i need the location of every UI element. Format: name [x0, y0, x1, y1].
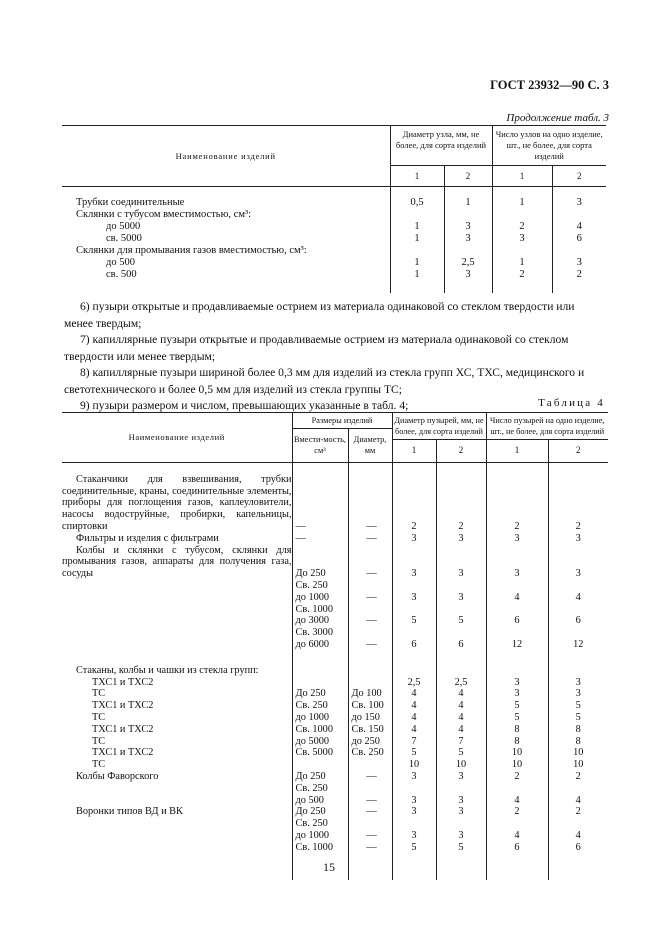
- t3-row-value: 1: [390, 269, 444, 281]
- t4-row-value: 5: [436, 747, 486, 759]
- t3-col-name: Наименование изделий: [62, 126, 390, 187]
- t4-row-value: 12: [548, 639, 608, 651]
- t3-row-value: 3: [492, 233, 552, 245]
- t4-row-name: Стаканы, колбы и чашки из стекла групп:: [76, 664, 259, 676]
- t4-row-value: [548, 604, 608, 616]
- t4-row-value: 3: [436, 830, 486, 842]
- t4-row-value: 6: [548, 842, 608, 854]
- t4-row-name: Стаканчики для взвешивания, трубки соединительные, краны, соединительные элементы, приборы для поглощения газов, каплеуловители, насосы водоструйные, пробирки, капельницы, спиртовки: [62, 473, 292, 532]
- t4-row-value: 3: [486, 677, 548, 689]
- t4-row-capacity: Св. 250: [292, 580, 348, 592]
- t3-row: [62, 269, 606, 281]
- t4-row-value: 4: [436, 712, 486, 724]
- t3-row: [62, 221, 606, 233]
- t4-row-diameter: Св. 250: [348, 747, 392, 759]
- t4-row-value: 4: [392, 688, 436, 700]
- t4-row-value: 4: [436, 700, 486, 712]
- paragraph-8: 8) капиллярные пузыри шириной более 0,3 мм для изделий из стекла групп ХС, ТХС, медицинского и светотехнического и более 0,5 мм для изделий из стекла группы ТС;: [64, 366, 585, 396]
- t4-row-value: 2: [548, 771, 608, 783]
- t4-row-name: [62, 795, 292, 807]
- t4-row-value: 3: [436, 592, 486, 604]
- t4-row-name: ТС: [92, 688, 106, 700]
- t4-row-name: ТС: [92, 759, 106, 771]
- t4-row-value: 3: [486, 688, 548, 700]
- t3-row-value: [492, 209, 552, 221]
- t4-row: [62, 651, 608, 677]
- t4-row-value: [436, 783, 486, 795]
- t4-row-value: [436, 580, 486, 592]
- t4-row: [62, 724, 608, 736]
- t4-row-value: 4: [548, 830, 608, 842]
- t3-row-name: Трубки соединительные: [76, 197, 185, 208]
- t4-row: [62, 700, 608, 712]
- t4-row-value: [548, 818, 608, 830]
- t3-col-group2: Число узлов на одно изделие, шт., не более, для сорта изделий: [492, 126, 606, 166]
- t4-row-diameter: —: [348, 474, 392, 533]
- t4-row-name: [62, 627, 292, 639]
- t4-sub-1: 1: [392, 440, 436, 463]
- t4-sub-2: 2: [436, 440, 486, 463]
- t4-col-group1: Диаметр пузырей, мм, не более, для сорта изделий: [392, 413, 486, 440]
- t4-row-value: 6: [436, 639, 486, 651]
- t4-row-name: [62, 842, 292, 854]
- t4-row-diameter: До 100: [348, 688, 392, 700]
- table-4-label: Таблица 4: [538, 397, 605, 409]
- t4-row-value: [436, 604, 486, 616]
- t4-row-value: 10: [548, 759, 608, 771]
- t4-row-value: 6: [392, 639, 436, 651]
- t3-row: [62, 209, 606, 221]
- t4-row-capacity: —: [292, 474, 348, 533]
- t4-row: [62, 604, 608, 616]
- t3-row-value: 1: [492, 257, 552, 269]
- t4-row-name: ТС: [92, 711, 106, 723]
- t4-row-value: 3: [392, 795, 436, 807]
- t4-row-capacity: До 250: [292, 545, 348, 580]
- t4-row-diameter: —: [348, 533, 392, 545]
- t4-row-value: [548, 580, 608, 592]
- t4-row-value: 5: [548, 700, 608, 712]
- t4-row-value: [486, 627, 548, 639]
- t4-row-value: 4: [486, 592, 548, 604]
- t4-row-value: 4: [436, 688, 486, 700]
- t4-row-value: 8: [548, 736, 608, 748]
- paragraphs: [64, 299, 604, 415]
- t3-row-value: 4: [552, 221, 606, 233]
- t4-row: [62, 736, 608, 748]
- t4-row-value: 4: [392, 712, 436, 724]
- t4-row-capacity: До 250: [292, 771, 348, 783]
- t4-row-value: 4: [486, 795, 548, 807]
- t4-row-value: 2: [486, 806, 548, 818]
- t4-row-capacity: До 250: [292, 806, 348, 818]
- t4-row-value: 5: [392, 615, 436, 627]
- t3-row-value: 2: [492, 269, 552, 281]
- t3-row-name: Склянки для промывания газов вместимостью, см³:: [76, 245, 307, 256]
- t4-row-value: 7: [392, 736, 436, 748]
- t4-row: [62, 842, 608, 854]
- page-number: 15: [323, 860, 335, 874]
- t4-row-value: 2: [548, 474, 608, 533]
- t4-row-capacity: До 250: [292, 688, 348, 700]
- t4-row-value: 5: [392, 747, 436, 759]
- t4-row-name: [62, 639, 292, 651]
- t4-col-group2: Число пузырей на одно изделие, шт., не более, для сорта изделий: [486, 413, 608, 440]
- t4-row-value: 4: [548, 592, 608, 604]
- t4-row: [62, 533, 608, 545]
- t4-row: [62, 771, 608, 783]
- t3-row-value: [444, 209, 492, 221]
- t4-col-capacity: Вмести-мость, см³: [292, 429, 348, 463]
- t4-row-capacity: Св. 250: [292, 818, 348, 830]
- t4-row-value: 3: [392, 533, 436, 545]
- t3-col-group1: Диаметр узла, мм, не более, для сорта изделий: [390, 126, 492, 166]
- t3-row-value: [444, 245, 492, 257]
- t4-row-name: ТХС1 и ТХС2: [92, 700, 154, 712]
- t3-row-value: 1: [390, 221, 444, 233]
- t4-row-capacity: Св. 1000: [292, 842, 348, 854]
- t4-row-value: 3: [436, 795, 486, 807]
- t3-row-value: 3: [552, 257, 606, 269]
- paragraph-7: 7) капиллярные пузыри открытые и продавливаемые острием из материала одинаковой со стеклом твердости или менее твердым;: [64, 333, 569, 363]
- t4-row-name: [62, 783, 292, 795]
- t4-row-value: 8: [486, 724, 548, 736]
- t4-row-capacity: до 1000: [292, 830, 348, 842]
- t4-row-value: 8: [548, 724, 608, 736]
- t3-row-value: 2: [552, 269, 606, 281]
- t4-row-value: [392, 783, 436, 795]
- t4-row-capacity: Св. 1000: [292, 604, 348, 616]
- t4-row-value: [392, 604, 436, 616]
- t4-row-value: [392, 580, 436, 592]
- t4-row-diameter: —: [348, 545, 392, 580]
- paragraph-6: 6) пузыри открытые и продавливаемые острием из материала одинаковой со стеклом твердости или менее твердым;: [64, 300, 575, 330]
- t4-row-capacity: Св. 5000: [292, 747, 348, 759]
- t4-row-value: [486, 783, 548, 795]
- t4-row-value: [392, 651, 436, 677]
- t4-row: [62, 592, 608, 604]
- t4-row-diameter: —: [348, 639, 392, 651]
- t3-row-name: св. 5000: [106, 233, 142, 244]
- t4-row-value: 2: [486, 474, 548, 533]
- t4-row-value: [436, 627, 486, 639]
- t4-row-value: 3: [486, 545, 548, 580]
- t4-row-value: 5: [548, 712, 608, 724]
- t4-row-value: 7: [436, 736, 486, 748]
- t4-row-value: 4: [392, 724, 436, 736]
- t4-row: [62, 759, 608, 771]
- t3-row-name: до 500: [106, 257, 135, 268]
- t4-row-capacity: Св. 1000: [292, 724, 348, 736]
- t4-row-value: 3: [436, 806, 486, 818]
- t4-row-diameter: до 150: [348, 712, 392, 724]
- t4-row-diameter: —: [348, 771, 392, 783]
- t4-row-value: 2: [486, 771, 548, 783]
- t4-row-value: [548, 627, 608, 639]
- t4-row: [62, 818, 608, 830]
- t4-row: [62, 747, 608, 759]
- t4-row-value: 3: [392, 806, 436, 818]
- t4-row-value: 3: [486, 533, 548, 545]
- t4-row-value: 6: [548, 615, 608, 627]
- t4-row-value: 4: [548, 795, 608, 807]
- paragraph-9: 9) пузыри размером и числом, превышающих указанные в табл. 4;: [80, 399, 409, 412]
- t4-row: [62, 545, 608, 580]
- t4-row-name: ТС: [92, 735, 106, 747]
- t4-row-diameter: —: [348, 615, 392, 627]
- t3-row: [62, 257, 606, 269]
- t3-row-value: 1: [444, 197, 492, 209]
- t3-row-value: 1: [492, 197, 552, 209]
- t4-row-capacity: до 1000: [292, 712, 348, 724]
- t4-row-name: [62, 580, 292, 592]
- t4-row-capacity: Св. 250: [292, 700, 348, 712]
- document-header: ГОСТ 23932—90 С. 3: [490, 78, 609, 92]
- t4-row-diameter: —: [348, 592, 392, 604]
- t4-row-value: 10: [486, 759, 548, 771]
- t4-row-value: [392, 627, 436, 639]
- t4-sub-4: 2: [548, 440, 608, 463]
- t3-sub-4: 2: [552, 166, 606, 187]
- t4-row-value: 5: [392, 842, 436, 854]
- t3-row-value: 6: [552, 233, 606, 245]
- t4-row-capacity: [292, 759, 348, 771]
- t4-col-sizes: Размеры изделий: [292, 413, 392, 429]
- t4-row: [62, 615, 608, 627]
- t4-row-capacity: до 5000: [292, 736, 348, 748]
- t4-row-value: 3: [392, 771, 436, 783]
- t3-row-value: 3: [444, 233, 492, 245]
- t4-row: [62, 783, 608, 795]
- t4-row-capacity: Св. 3000: [292, 627, 348, 639]
- t4-row-value: [436, 651, 486, 677]
- t3-sub-2: 2: [444, 166, 492, 187]
- t4-row-value: 3: [548, 533, 608, 545]
- t4-row: [62, 688, 608, 700]
- t4-row-value: 10: [392, 759, 436, 771]
- t4-row-value: 10: [486, 747, 548, 759]
- t4-row-diameter: [348, 651, 392, 677]
- t4-row: [62, 627, 608, 639]
- t4-row-value: 4: [436, 724, 486, 736]
- t3-row-name: св. 500: [106, 269, 137, 280]
- t3-row-value: [390, 245, 444, 257]
- t4-row-value: 2,5: [392, 677, 436, 689]
- t4-row-name: ТХС1 и ТХС2: [92, 723, 154, 735]
- t3-row-value: 1: [390, 233, 444, 245]
- t4-row: [62, 639, 608, 651]
- t4-row-value: 10: [436, 759, 486, 771]
- t3-row-value: [552, 209, 606, 221]
- t4-row-capacity: —: [292, 533, 348, 545]
- t3-row-value: 1: [390, 257, 444, 269]
- t4-row-value: [392, 818, 436, 830]
- t4-row-value: 5: [436, 842, 486, 854]
- t4-row-value: 12: [486, 639, 548, 651]
- t4-row-value: [486, 651, 548, 677]
- t4-row-value: 2: [436, 474, 486, 533]
- t3-row-name: до 5000: [106, 221, 141, 232]
- t4-row-name: Колбы и склянки с тубусом, склянки для промывания газов, аппараты для получения газа, сосуды: [62, 544, 292, 580]
- t4-row-value: [486, 604, 548, 616]
- t3-row-value: [390, 209, 444, 221]
- t4-row-name: Воронки типов ВД и ВК: [76, 806, 183, 818]
- t4-row: [62, 677, 608, 689]
- table-3: [62, 125, 606, 293]
- t4-row-value: 3: [548, 545, 608, 580]
- t4-row-name: ТХС1 и ТХС2: [92, 676, 154, 688]
- t3-row-name: Склянки с тубусом вместимостью, см³:: [76, 209, 252, 220]
- t4-row-value: 2,5: [436, 677, 486, 689]
- t4-row: [62, 795, 608, 807]
- t4-row-value: 10: [548, 747, 608, 759]
- t4-col-diameter: Диаметр, мм: [348, 429, 392, 463]
- t4-row-value: [486, 580, 548, 592]
- t3-row-value: 3: [444, 269, 492, 281]
- t4-row-name: [62, 604, 292, 616]
- t4-row-value: 3: [392, 545, 436, 580]
- t4-row-value: 2: [392, 474, 436, 533]
- t4-row-value: 3: [436, 545, 486, 580]
- t4-row-capacity: до 500: [292, 795, 348, 807]
- t4-row-value: [548, 783, 608, 795]
- t3-row-value: [492, 245, 552, 257]
- t3-row: [62, 233, 606, 245]
- t4-row-value: 5: [436, 615, 486, 627]
- t4-row-value: 4: [486, 830, 548, 842]
- t4-row-diameter: [348, 818, 392, 830]
- t4-row-name: Фильтры и изделия с фильтрами: [76, 532, 219, 544]
- t4-row-diameter: Св. 150: [348, 724, 392, 736]
- t4-row-diameter: —: [348, 842, 392, 854]
- t4-row-diameter: —: [348, 795, 392, 807]
- t4-row-name: [62, 818, 292, 830]
- t4-row-capacity: до 1000: [292, 592, 348, 604]
- t4-col-name: Наименование изделий: [62, 413, 292, 463]
- t4-row-value: 2: [548, 806, 608, 818]
- t4-row-diameter: Св. 100: [348, 700, 392, 712]
- t4-row-value: [436, 818, 486, 830]
- t4-row-value: 3: [548, 688, 608, 700]
- t3-row-value: 2,5: [444, 257, 492, 269]
- t4-row: [62, 806, 608, 818]
- t3-row: [62, 197, 606, 209]
- t3-sub-3: 1: [492, 166, 552, 187]
- t4-row-value: 5: [486, 712, 548, 724]
- t4-row-value: 3: [436, 533, 486, 545]
- t4-row-value: 3: [392, 830, 436, 842]
- t4-row-value: 3: [392, 592, 436, 604]
- t4-row-value: [548, 651, 608, 677]
- table-continuation-label: Продолжение табл. 3: [506, 112, 609, 124]
- t3-sub-1: 1: [390, 166, 444, 187]
- t4-sub-3: 1: [486, 440, 548, 463]
- t4-row-capacity: [292, 677, 348, 689]
- table-4: [62, 412, 608, 880]
- t4-row-diameter: до 250: [348, 736, 392, 748]
- t4-row-diameter: [348, 627, 392, 639]
- t4-row-capacity: до 6000: [292, 639, 348, 651]
- t4-row: [62, 712, 608, 724]
- t4-row: [62, 580, 608, 592]
- t4-row-diameter: [348, 759, 392, 771]
- t4-row-capacity: до 3000: [292, 615, 348, 627]
- t4-row-diameter: [348, 783, 392, 795]
- t4-row-diameter: —: [348, 806, 392, 818]
- t4-row-value: 3: [436, 771, 486, 783]
- t4-row-diameter: [348, 580, 392, 592]
- t3-row-value: 2: [492, 221, 552, 233]
- t3-row-value: 3: [444, 221, 492, 233]
- t4-row-value: 6: [486, 615, 548, 627]
- t4-row-value: 8: [486, 736, 548, 748]
- t4-row-name: [62, 592, 292, 604]
- t3-row-value: 0,5: [390, 197, 444, 209]
- t4-row-capacity: Св. 250: [292, 783, 348, 795]
- t4-row-value: 5: [486, 700, 548, 712]
- t4-row: [62, 830, 608, 842]
- t4-row-name: [62, 615, 292, 627]
- t4-row-value: [486, 818, 548, 830]
- t3-row-value: 3: [552, 197, 606, 209]
- t4-row-value: 6: [486, 842, 548, 854]
- t4-row-diameter: [348, 677, 392, 689]
- t4-row-diameter: —: [348, 830, 392, 842]
- t4-row-capacity: [292, 651, 348, 677]
- t4-row-name: Колбы Фаворского: [76, 770, 159, 782]
- t4-row-value: 4: [392, 700, 436, 712]
- t3-row-value: [552, 245, 606, 257]
- t4-row-name: [62, 830, 292, 842]
- t3-row: [62, 245, 606, 257]
- t4-row-diameter: [348, 604, 392, 616]
- t4-row: [62, 474, 608, 533]
- t4-row-name: ТХС1 и ТХС2: [92, 747, 154, 759]
- t4-row-value: 3: [548, 677, 608, 689]
